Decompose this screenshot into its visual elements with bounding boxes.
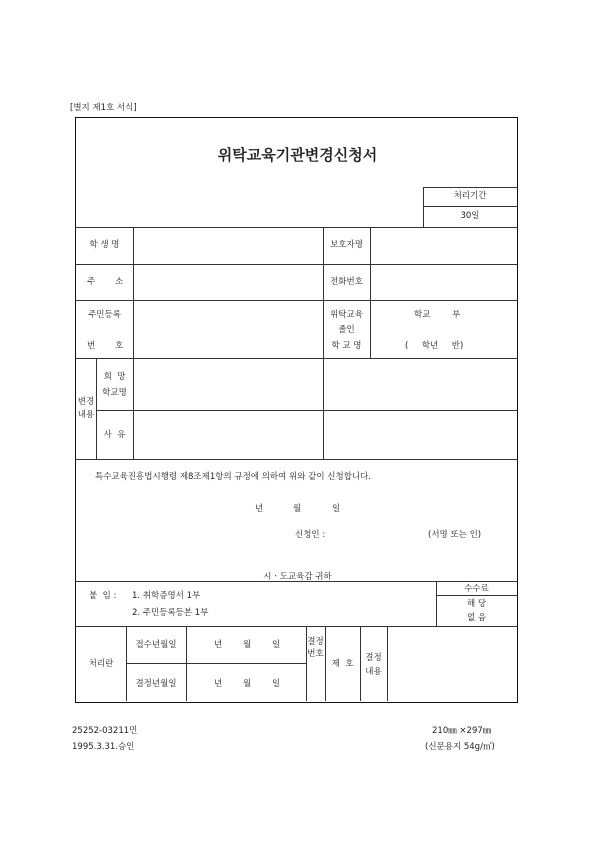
school-value-line1: 학교 부 <box>414 310 461 320</box>
form-label: [별지 제1호 서식] <box>70 103 137 113</box>
footer-paper: (신문용지 54g/㎡) <box>425 742 495 752</box>
desired-school-label-line1: 희 망 <box>103 372 126 382</box>
rrn-field[interactable] <box>134 301 323 358</box>
rrn-label-b2: 호 <box>115 341 124 351</box>
decision-date-year: 년 <box>214 679 223 689</box>
change-section-label-line1: 변경 <box>77 397 95 407</box>
receipt-date-year: 년 <box>214 640 223 650</box>
decision-date-day: 일 <box>272 679 281 689</box>
receipt-date-label: 접수년월일 <box>135 640 177 650</box>
student-name-field[interactable] <box>134 228 323 264</box>
fee-value-line2: 없 음 <box>466 613 487 623</box>
decision-date-month: 월 <box>243 679 252 689</box>
student-name-label: 학 생 명 <box>89 240 120 250</box>
school-label-line1: 위탁교육 <box>330 310 363 320</box>
footer-code: 25252-03211민 <box>72 726 138 736</box>
guardian-name-label: 보호자명 <box>330 240 363 250</box>
attachment-item-2: 2. 주민등록등본 1부 <box>132 608 209 618</box>
fee-value-line1: 해 당 <box>466 599 487 609</box>
school-value-line2: ( 학년 반) <box>405 341 464 351</box>
desired-school-label-line2: 학교명 <box>102 388 127 398</box>
decision-date-label: 결정년월일 <box>135 679 177 689</box>
statement-text: 특수교육진흥법시행령 제8조제1항의 규정에 의하여 위와 같이 신청합니다. <box>95 472 372 482</box>
reason-field-right[interactable] <box>324 411 516 459</box>
decision-number-label: 결정번호 <box>307 637 324 659</box>
signature-label: (서명 또는 인) <box>428 530 482 540</box>
processing-period-label: 처리기간 <box>453 191 487 201</box>
desired-school-field-right[interactable] <box>324 359 516 410</box>
guardian-name-field[interactable] <box>371 228 516 264</box>
applicant-field[interactable] <box>340 527 420 543</box>
rrn-label-b1: 번 <box>87 341 96 351</box>
applicant-label: 신청인 : <box>295 530 326 540</box>
school-label-line3: 학 교 명 <box>331 341 362 351</box>
desired-school-field[interactable] <box>134 359 323 410</box>
phone-label: 전화번호 <box>330 277 363 287</box>
decision-content-label-line1: 결정 <box>365 653 382 663</box>
attachment-item-1: 1. 취학증명서 1부 <box>132 591 201 601</box>
date-year: 년 <box>255 504 264 514</box>
footer-approved: 1995.3.31.승인 <box>72 742 135 752</box>
reason-label: 사 유 <box>103 430 126 440</box>
decision-content-label-line2: 내용 <box>365 667 382 677</box>
rrn-label-a: 주민등록 <box>88 310 121 320</box>
phone-field[interactable] <box>371 265 516 300</box>
decision-number-value: 제 호 <box>331 659 354 669</box>
address-label-b: 소 <box>115 277 124 287</box>
attachments-label: 붙 임 : <box>89 591 117 601</box>
decision-content-field[interactable] <box>388 627 516 701</box>
date-month: 월 <box>293 504 302 514</box>
processing-section-label: 처리란 <box>88 659 114 669</box>
footer-size: 210㎜ ×297㎜ <box>432 726 492 736</box>
date-day: 일 <box>332 504 341 514</box>
receipt-date-month: 월 <box>243 640 252 650</box>
change-section-label-line2: 내용 <box>77 410 95 420</box>
receipt-date-day: 일 <box>272 640 281 650</box>
page-title: 위탁교육기관변경신청서 <box>217 146 378 164</box>
processing-period-value: 30일 <box>460 211 480 221</box>
addressee: 시ㆍ도교육감 귀하 <box>263 572 332 582</box>
reason-field[interactable] <box>134 411 323 459</box>
address-label-a: 주 <box>87 277 96 287</box>
fee-label: 수수료 <box>464 584 489 594</box>
school-label-line2: 졸인 <box>338 325 355 335</box>
address-field[interactable] <box>134 265 323 300</box>
